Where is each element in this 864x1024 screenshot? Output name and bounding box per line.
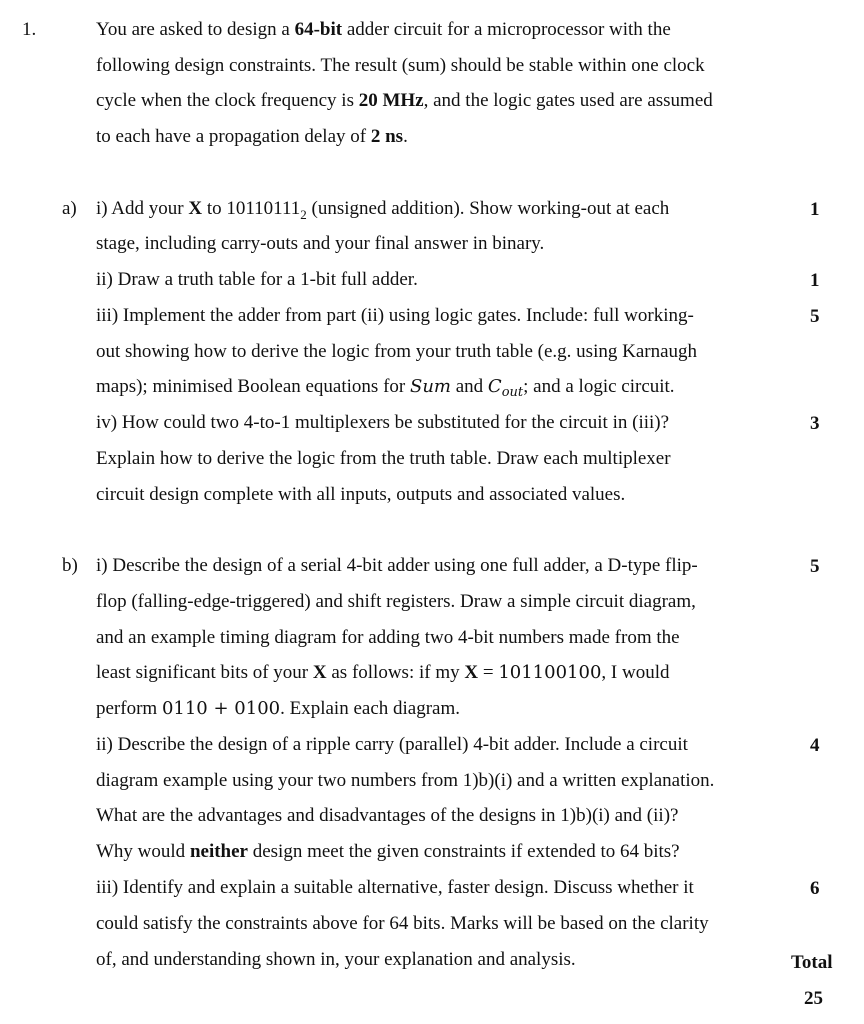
part-a-ii-line-1: ii) Draw a truth table for a 1-bit full adder.: [96, 269, 418, 290]
part-a-iv-line-2: Explain how to derive the logic from the truth table. Draw each multiplexer: [96, 448, 671, 469]
part-b-iii-line-1: iii) Identify and explain a suitable alternative, faster design. Discuss whether it: [96, 877, 694, 898]
part-b-ii-mark: 4: [810, 735, 820, 756]
part-a-ii-mark: 1: [810, 270, 820, 291]
part-b-iii-line-3: of, and understanding shown in, your explanation and analysis.: [96, 949, 576, 970]
total-value: 25: [804, 988, 823, 1009]
part-a-iv-mark: 3: [810, 413, 820, 434]
part-b-i-line-5: perform 0110 + 0100. Explain each diagram.: [96, 698, 461, 719]
intro-line-4: to each have a propagation delay of 2 ns.: [96, 126, 408, 147]
part-a-iv-line-1: iv) How could two 4-to-1 multiplexers be substituted for the circuit in (iii)?: [96, 412, 670, 433]
intro-line-2: following design constraints. The result (sum) should be stable within one clock: [96, 55, 705, 76]
part-b-iii-line-2: could satisfy the constraints above for 64 bits. Marks will be based on the clarity: [96, 913, 709, 934]
part-b-ii-line-3: What are the advantages and disadvantages of the designs in 1)b)(i) and (ii)?: [96, 805, 679, 826]
part-b-i-line-3: and an example timing diagram for adding two 4-bit numbers made from the: [96, 627, 680, 648]
part-b-iii-mark: 6: [810, 878, 820, 899]
part-b-ii-line-4: Why would neither design meet the given constraints if extended to 64 bits?: [96, 841, 680, 862]
part-b-i-mark: 5: [810, 556, 820, 577]
part-b-label: b): [62, 555, 78, 576]
intro-line-3: cycle when the clock frequency is 20 MHz, and the logic gates used are assumed: [96, 90, 713, 111]
part-b-ii-line-2: diagram example using your two numbers from 1)b)(i) and a written explanation.: [96, 770, 715, 791]
part-b-i-line-2: flop (falling-edge-triggered) and shift registers. Draw a simple circuit diagram,: [96, 591, 696, 612]
part-a-i-line-1: i) Add your X to $10110111_2$ (unsigned addition). Show working-out at each: [96, 198, 670, 222]
part-a-iii-mark: 5: [810, 306, 820, 327]
question-number: 1.: [22, 19, 37, 40]
total-label: Total: [791, 952, 833, 973]
part-b-i-line-1: i) Describe the design of a serial 4-bit adder using one full adder, a D-type flip-: [96, 555, 698, 576]
part-b-ii-line-1: ii) Describe the design of a ripple carry (parallel) 4-bit adder. Include a circuit: [96, 734, 688, 755]
part-a-i-line-2: stage, including carry-outs and your final answer in binary.: [96, 233, 545, 254]
intro-line-1: You are asked to design a 64-bit adder circuit for a microprocessor with the: [96, 19, 671, 40]
part-a-iv-line-3: circuit design complete with all inputs, outputs and associated values.: [96, 484, 626, 505]
part-a-label: a): [62, 198, 77, 219]
part-a-iii-line-1: iii) Implement the adder from part (ii) using logic gates. Include: full working-: [96, 305, 694, 326]
part-a-iii-line-2: out showing how to derive the logic from your truth table (e.g. using Karnaugh: [96, 341, 698, 362]
part-a-i-mark: 1: [810, 199, 820, 220]
part-b-i-line-4: least significant bits of your X as follows: if my X = 101100100, I would: [96, 662, 670, 683]
part-a-iii-line-3: maps); minimised Boolean equations for Sum and $C_{out}$; and a logic circuit.: [96, 376, 675, 400]
